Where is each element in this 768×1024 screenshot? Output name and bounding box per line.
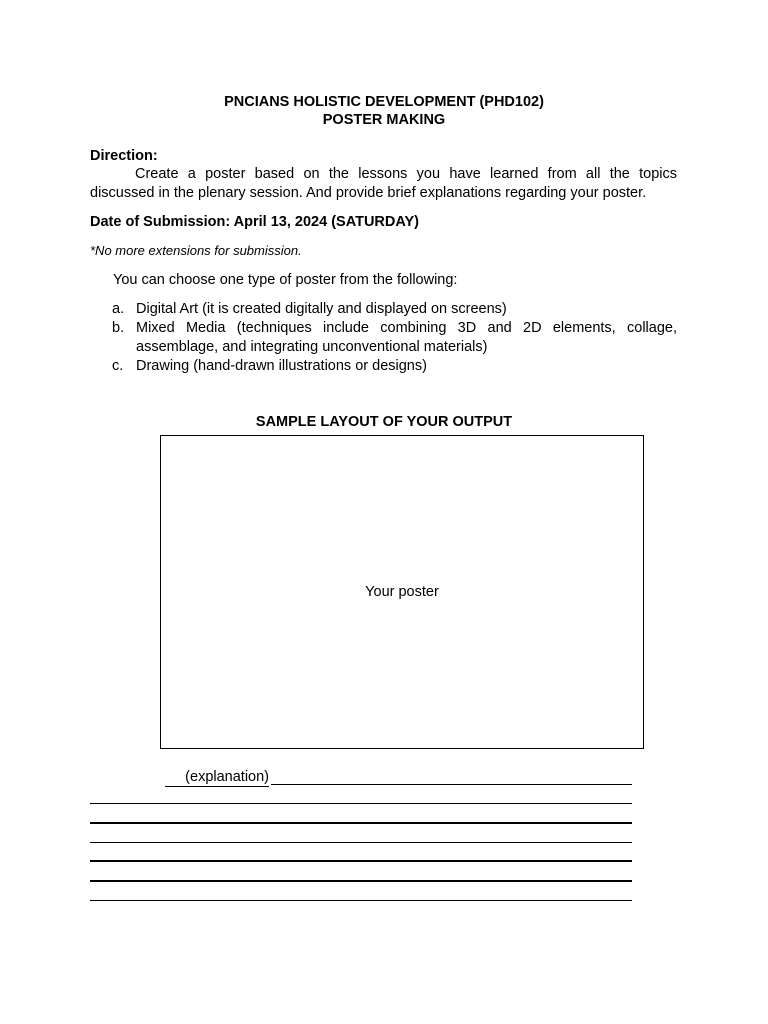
explanation-label: (explanation) [165, 769, 269, 787]
list-marker: b. [112, 320, 125, 336]
list-item [90, 319, 677, 357]
list-item [90, 357, 677, 376]
poster-placeholder-box [160, 435, 644, 749]
list-item-text: Digital Art (it is created digitally and displayed on screens) [136, 301, 507, 317]
list-marker: a. [112, 301, 125, 317]
direction-label: Direction: [90, 148, 158, 164]
poster-placeholder-label: Your poster [365, 584, 439, 600]
sample-layout-title: SAMPLE LAYOUT OF YOUR OUTPUT [255, 414, 513, 430]
course-title: PNCIANS HOLISTIC DEVELOPMENT (PHD102) [224, 94, 544, 110]
submission-note: *No more extensions for submission. [90, 243, 302, 258]
poster-types-list [90, 300, 677, 376]
list-item-text: Mixed Media (techniques include combining 3D and 2D elements, collage, assemblage, and integrating unconventional materials) [136, 320, 677, 355]
list-item-text: Drawing (hand-drawn illustrations or designs) [136, 358, 427, 374]
explanation-line [271, 784, 632, 785]
explanation-line [90, 880, 632, 882]
direction-text: Create a poster based on the lessons you have learned from all the topics discussed in the plenary session. And provide brief explanations regarding your poster. [90, 166, 677, 201]
poster-types-intro: You can choose one type of poster from the following: [113, 272, 458, 288]
list-marker: c. [112, 358, 124, 374]
list-item [90, 300, 677, 319]
submission-date: Date of Submission: April 13, 2024 (SATURDAY) [90, 214, 420, 230]
explanation-line [90, 860, 632, 862]
explanation-line [90, 842, 632, 843]
explanation-line [90, 803, 632, 804]
activity-title: POSTER MAKING [322, 112, 446, 128]
explanation-line [90, 822, 632, 824]
explanation-line [90, 900, 632, 901]
